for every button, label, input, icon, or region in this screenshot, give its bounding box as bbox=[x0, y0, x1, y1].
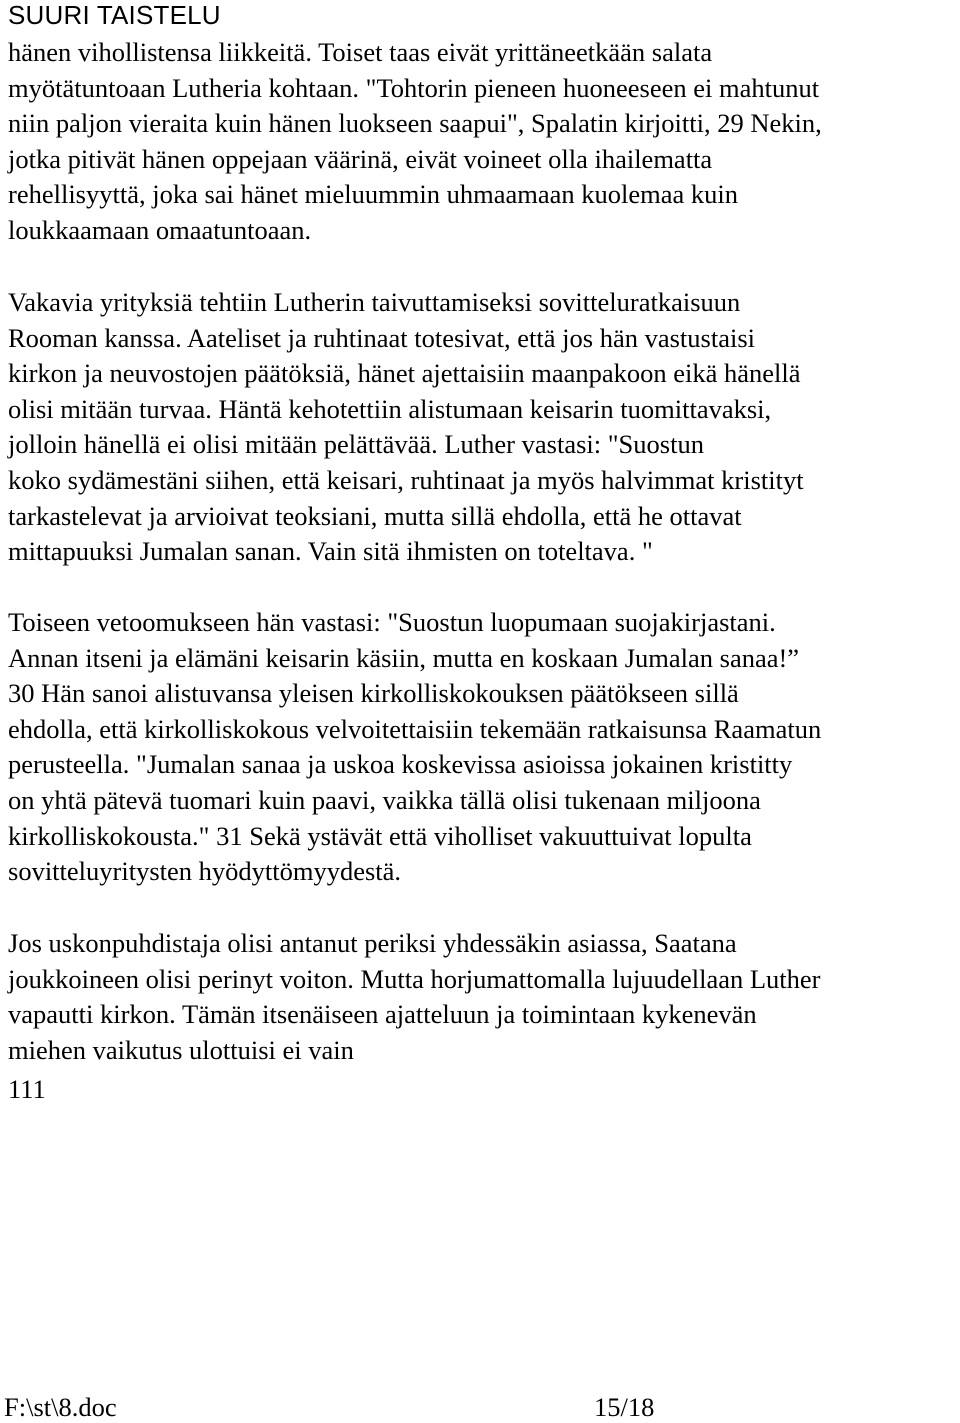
text-line: hänen vihollistensa liikkeitä. Toiset taas eivät yrittäneetkään salata bbox=[8, 37, 713, 67]
text-line: loukkaamaan omaatuntoaan. bbox=[8, 214, 312, 245]
paragraph-4 bbox=[8, 926, 821, 1068]
page-header: SUURI TAISTELU bbox=[8, 0, 221, 30]
paragraph-3 bbox=[8, 605, 821, 890]
text-line: koko sydämestäni siihen, että keisari, ruhtinaat ja myös halvimmat kristityt bbox=[8, 464, 804, 495]
text-line: vapautti kirkon. Tämän itsenäiseen ajatteluun ja toimintaan kykenevän bbox=[8, 999, 757, 1030]
text-line: kirkolliskokousta." 31 Sekä ystävät että viholliset vakuuttuivat lopulta bbox=[8, 820, 752, 851]
text-line: Annan itseni ja elämäni keisarin käsiin, mutta en koskaan Jumalan sanaa!” bbox=[8, 642, 800, 673]
text-line: perusteella. "Jumalan sanaa ja uskoa koskevissa asioissa jokainen kristitty bbox=[8, 749, 793, 780]
text-line: on yhtä pätevä tuomari kuin paavi, vaikka tällä olisi tukenaan miljoona bbox=[8, 784, 761, 815]
text-line: olisi mitään turvaa. Häntä kehotettiin alistumaan keisarin tuomittavaksi, bbox=[8, 393, 772, 424]
text-line: kirkon ja neuvostojen päätöksiä, hänet ajettaisiin maanpakoon eikä hänellä bbox=[8, 358, 801, 389]
text-line: niin paljon vieraita kuin hänen luokseen saapui", Spalatin kirjoitti, 29 Nekin, bbox=[8, 108, 822, 139]
text-line: ehdolla, että kirkolliskokous velvoitettaisiin tekemään ratkaisunsa Raamatun bbox=[8, 713, 822, 744]
text-line: Rooman kanssa. Aateliset ja ruhtinaat totesivat, että jos hän vastustaisi bbox=[8, 322, 755, 353]
text-line: sovitteluyritysten hyödyttömyydestä. bbox=[8, 856, 402, 887]
text-line: joukkoineen olisi perinyt voiton. Mutta horjumattomalla lujuudellaan Luther bbox=[8, 963, 821, 994]
text-line: 30 Hän sanoi alistuvansa yleisen kirkolliskokouksen päätökseen sillä bbox=[8, 678, 739, 709]
page-number: 111 bbox=[8, 1074, 46, 1104]
text-line: Toiseen vetoomukseen hän vastasi: "Suostun luopumaan suojakirjastani. bbox=[8, 607, 776, 637]
text-line: tarkastelevat ja arvioivat teoksiani, mutta sillä ehdolla, että he ottavat bbox=[8, 500, 742, 531]
text-line: myötätuntoaan Lutheria kohtaan. "Tohtorin pieneen huoneeseen ei mahtunut bbox=[8, 72, 820, 103]
text-line: Vakavia yrityksiä tehtiin Lutherin taivuttamiseksi sovitteluratkaisuun bbox=[8, 287, 741, 317]
text-line: jotka pitivät hänen oppejaan väärinä, eivät voineet olla ihailematta bbox=[8, 143, 713, 174]
text-line: jolloin hänellä ei olisi mitään pelättävää. Luther vastasi: "Suostun bbox=[8, 429, 704, 460]
paragraph-1 bbox=[8, 35, 822, 249]
footer-page-count: 15/18 bbox=[594, 1392, 655, 1422]
footer-file-path: F:\st\8.doc bbox=[4, 1392, 117, 1422]
text-line: rehellisyyttä, joka sai hänet mieluummin uhmaamaan kuolemaa kuin bbox=[8, 179, 739, 210]
text-line: mittapuuksi Jumalan sanan. Vain sitä ihmisten on toteltava. " bbox=[8, 536, 653, 567]
paragraph-2 bbox=[8, 285, 804, 570]
text-line: Jos uskonpuhdistaja olisi antanut periksi yhdessäkin asiassa, Saatana bbox=[8, 928, 737, 958]
text-line: miehen vaikutus ulottuisi ei vain bbox=[8, 1034, 354, 1065]
